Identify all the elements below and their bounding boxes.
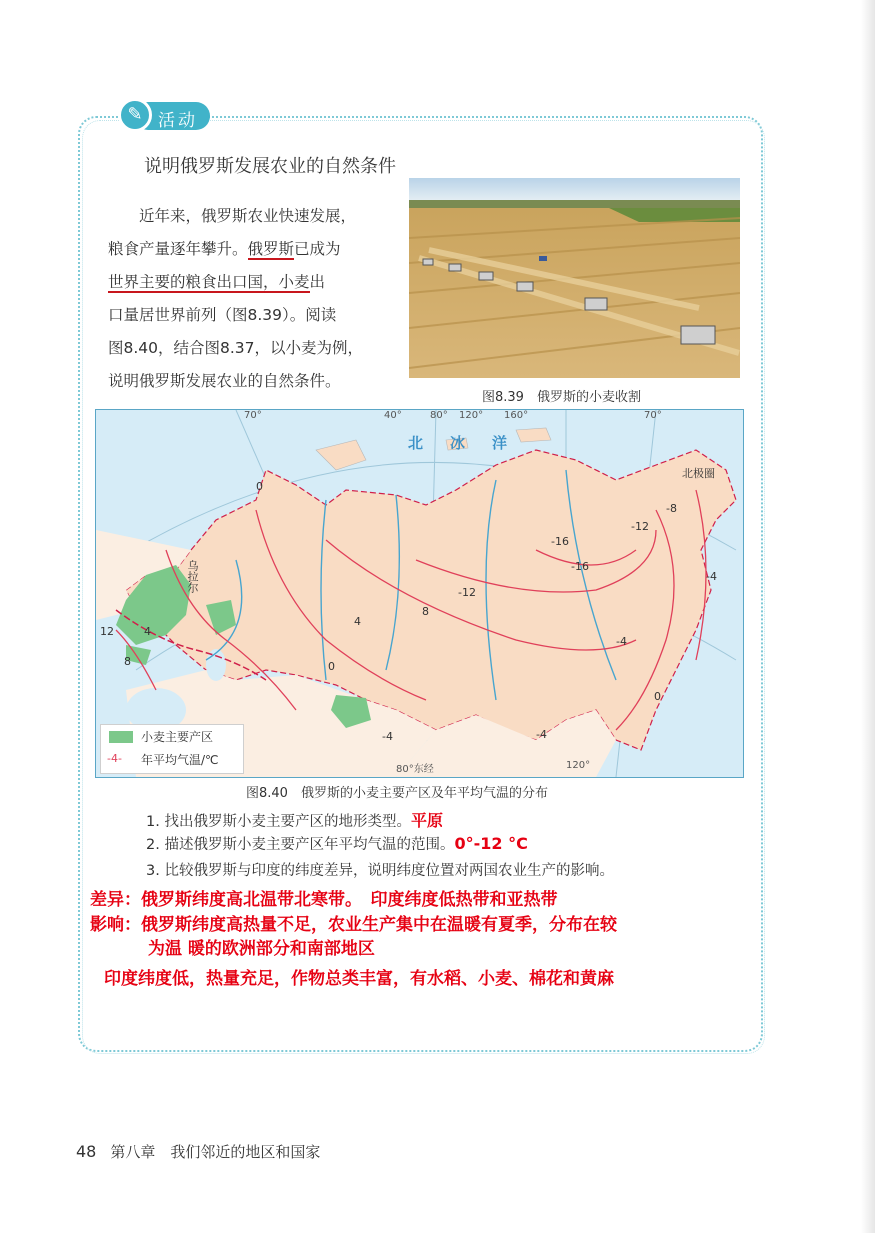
intro-line: 已成为 bbox=[294, 240, 341, 258]
russia-map bbox=[95, 409, 744, 778]
activity-badge bbox=[118, 98, 210, 132]
activity-title: 说明俄罗斯发展农业的自然条件 bbox=[144, 156, 396, 177]
answer-line: 影响：俄罗斯纬度高热量不足，农业生产集中在温暖有夏季，分布在较 bbox=[90, 915, 617, 935]
isotherm-label: -16 bbox=[551, 535, 569, 548]
isotherm-label: -4 bbox=[382, 730, 393, 743]
page-footer bbox=[76, 1141, 320, 1162]
photo-caption: 图8.39 俄罗斯的小麦收割 bbox=[482, 390, 641, 405]
intro-line: 近年来，俄罗斯农业快速发展， bbox=[139, 207, 357, 225]
legend-wheat-swatch bbox=[109, 731, 133, 743]
question-1 bbox=[146, 808, 443, 831]
lon-label: 120° bbox=[566, 760, 591, 771]
page-edge bbox=[861, 0, 875, 1233]
answer-text: 平原 bbox=[410, 811, 443, 830]
legend-isotherm-sample: -4- bbox=[107, 752, 122, 765]
underlined-text: 小麦 bbox=[278, 273, 310, 291]
isotherm-label: -4 bbox=[706, 570, 717, 583]
intro-line: 出 bbox=[309, 273, 326, 291]
lon-label: 120° bbox=[459, 410, 484, 421]
isotherm-label: -16 bbox=[571, 560, 589, 573]
lon-label: 80°东经 bbox=[396, 764, 434, 775]
answer-line: 为温 暖的欧洲部分和南部地区 bbox=[148, 939, 375, 959]
isotherm-label: -8 bbox=[666, 502, 677, 515]
legend-isotherm-label: 年平均气温/℃ bbox=[141, 753, 219, 767]
intro-line: 粮食产量逐年攀升。 bbox=[108, 240, 248, 258]
intro-line: 图8.40，结合图8.37，以小麦为例， bbox=[108, 339, 364, 357]
isotherm-label: 0 bbox=[654, 690, 661, 703]
isotherm-label: 8 bbox=[422, 605, 429, 618]
map-caption: 图8.40 俄罗斯的小麦主要产区及年平均气温的分布 bbox=[246, 786, 548, 801]
lon-label: 40° bbox=[384, 410, 402, 421]
isotherm-label: -4 bbox=[616, 635, 627, 648]
lon-label: 70° bbox=[644, 410, 662, 421]
map-legend bbox=[100, 724, 244, 774]
activity-icon: ✎ bbox=[118, 98, 152, 132]
lon-label: 70° bbox=[244, 410, 262, 421]
isotherm-label: -4 bbox=[536, 728, 547, 741]
badge-label: 活动 bbox=[158, 111, 198, 131]
isotherm-label: -12 bbox=[458, 586, 476, 599]
intro-line: 说明俄罗斯发展农业的自然条件。 bbox=[108, 372, 341, 390]
answer-line: 差异：俄罗斯纬度高北温带北寒带。 印度纬度低热带和亚热带 bbox=[90, 890, 558, 910]
question-3 bbox=[146, 859, 614, 880]
answer-line: 印度纬度低，热量充足，作物总类丰富，有水稻、小麦、棉花和黄麻 bbox=[104, 969, 614, 989]
underlined-text: 世界主要的粮食出口国， bbox=[108, 273, 279, 291]
isotherm-label: 8 bbox=[124, 655, 131, 668]
isotherm-label: 0 bbox=[328, 660, 335, 673]
wheat-harvest-photo bbox=[409, 178, 740, 378]
lon-label: 80° bbox=[430, 410, 448, 421]
question-2 bbox=[146, 833, 528, 854]
isotherm-label: 0 bbox=[256, 480, 263, 493]
place-label: 乌拉尔 bbox=[186, 560, 199, 593]
question-text: 3. 比较俄罗斯与印度的纬度差异，说明纬度位置对两国农业生产的影响。 bbox=[146, 863, 614, 879]
ocean-label: 北 冰 洋 bbox=[408, 434, 514, 452]
question-text: 1. 找出俄罗斯小麦主要产区的地形类型。 bbox=[146, 814, 411, 830]
underlined-text: 俄罗斯 bbox=[247, 240, 295, 258]
lon-label: 160° bbox=[504, 410, 529, 421]
isotherm-label: 4 bbox=[144, 625, 151, 638]
intro-paragraph bbox=[108, 200, 400, 398]
page-number: 48 bbox=[76, 1142, 97, 1161]
isotherm-label: 4 bbox=[354, 615, 361, 628]
place-label: 北极圈 bbox=[682, 467, 715, 480]
intro-line: 口量居世界前列（图8.39）。阅读 bbox=[108, 306, 337, 324]
legend-wheat-label: 小麦主要产区 bbox=[141, 730, 214, 744]
chapter-title: 第八章 我们邻近的地区和国家 bbox=[110, 1143, 321, 1161]
question-text: 2. 描述俄罗斯小麦主要产区年平均气温的范围。 bbox=[146, 837, 455, 853]
answer-text: 0°-12 °C bbox=[454, 834, 528, 853]
isotherm-label: -12 bbox=[631, 520, 649, 533]
isotherm-label: 12 bbox=[100, 625, 114, 638]
